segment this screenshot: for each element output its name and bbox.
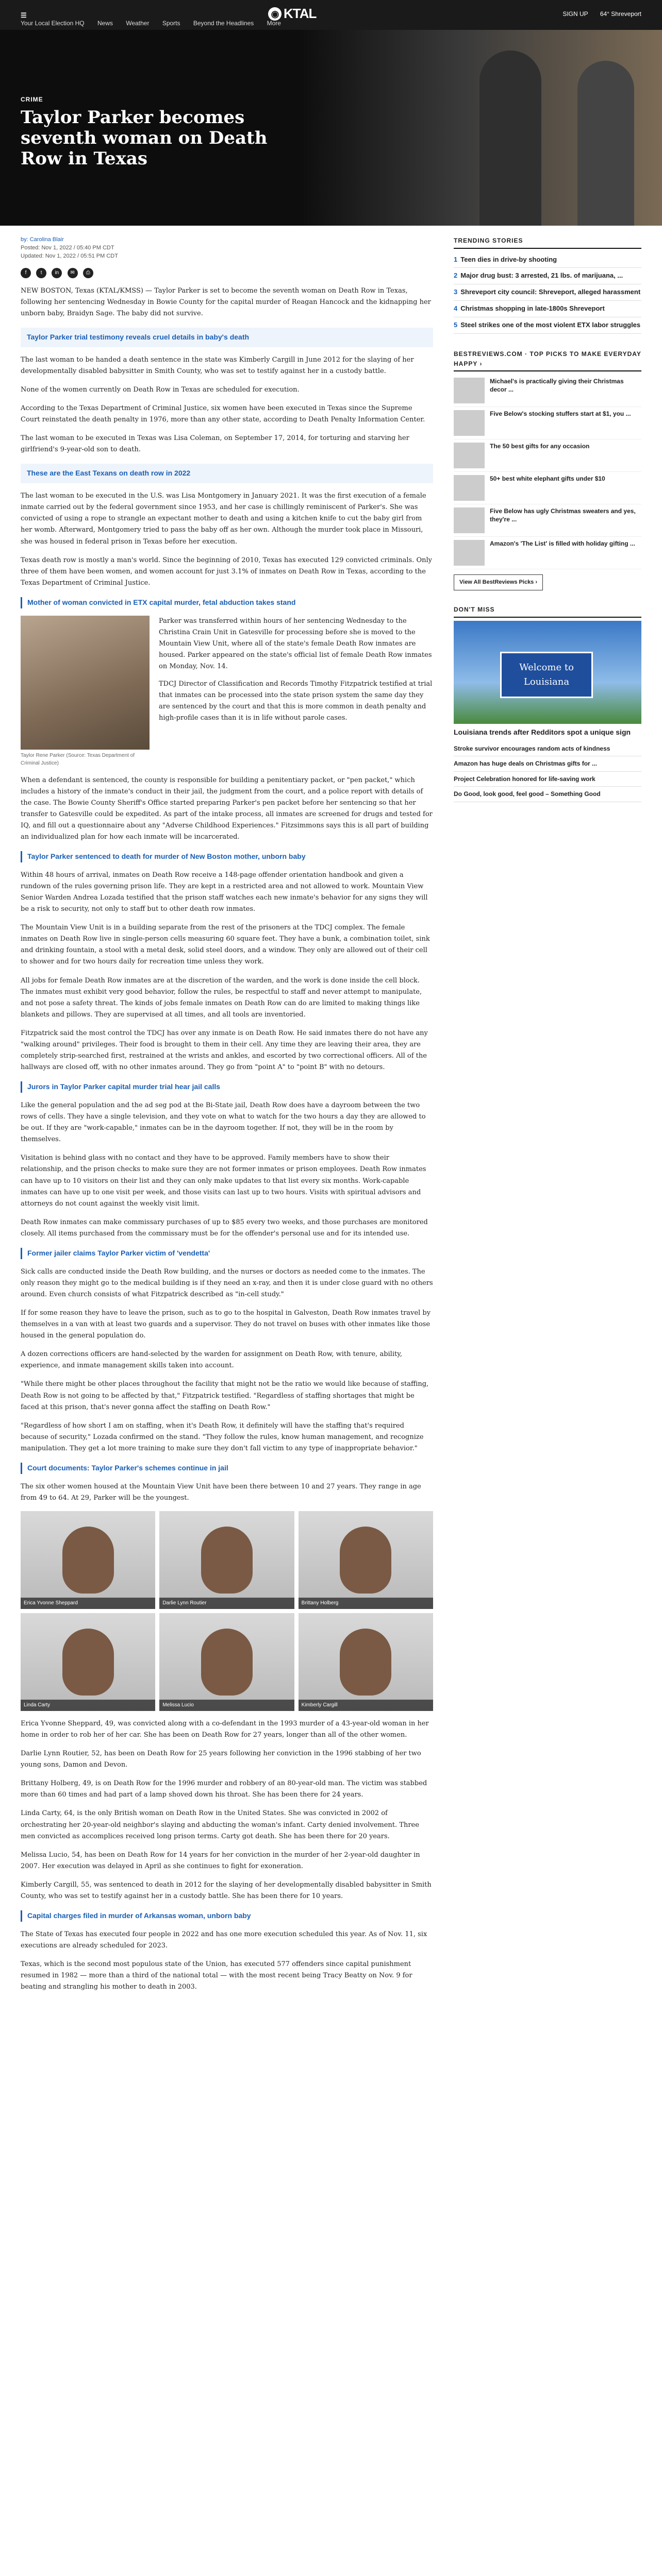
paragraph: The Mountain View Unit is in a building separate from the rest of the prisoners at the TDCJ complex. The female inmates on Death Row live in single-person cells measuring 60 square feet. They have a bunk, a combination toilet, sink and drinking fountain, a stool with a metal desk, solid steel doors, and a window. They only are allowed out of their cell to shower and for two hours daily for recreation time unless they work. — [21, 924, 430, 966]
paragraph: Fitzpatrick said the most control the TDCJ has over any inmate is on Death Row. He said inmates there do not have any "walking around" privileges. Their food is brought to them in their cell. Any time they are leaving their area, they are completely strip-searched first, restrained at the wrists and ankles, and escorted by two correctional officers. All of the hallways are closed off, with no other inmates around. They go from "point A" to "point B" with no detours. — [21, 1029, 428, 1072]
signup-button[interactable]: SIGN UP — [562, 10, 588, 18]
trending-item[interactable]: 3 Shreveport city council: Shreveport, alleged harassment — [454, 284, 641, 301]
hero-figure — [577, 61, 634, 226]
weather-widget[interactable]: 64° Shreveport — [600, 10, 641, 18]
updated-time: Updated: Nov 1, 2022 / 05:51 PM CDT — [21, 252, 118, 259]
louisiana-sign: Welcome to Louisiana — [500, 652, 593, 698]
bestreviews-item[interactable]: Five Below's stocking stuffers start at $1, you ... — [454, 407, 641, 439]
trending-title: TRENDING STORIES — [454, 236, 641, 249]
paragraph: Like the general population and the ad seg pod at the Bi-State jail, Death Row does have a dayroom between the two rows of cells. They have a single television, and they vote on what to watch for the two hours a day they are allowed to be out. If they are "work-capable," inmates can be in the dayroom together. If not, they will be in the room by themselves. — [21, 1101, 426, 1144]
nav-link-more[interactable]: More — [267, 20, 281, 27]
dont-miss-title: DON'T MISS — [454, 605, 641, 618]
paragraph: Kimberly Cargill, 55, was sentenced to death in 2012 for the slaying of her developmentally disabled babysitter in Smith County, who was set to testify against her in a custody battle. She has been there for 10 years. — [21, 1880, 432, 1901]
facebook-icon[interactable]: f — [21, 268, 31, 278]
article-figure — [21, 616, 433, 768]
mugshot-name: Kimberly Cargill — [299, 1700, 433, 1711]
trending-item[interactable]: 4 Christmas shopping in late-1800s Shreveport — [454, 301, 641, 317]
mugshot-name: Melissa Lucio — [159, 1700, 294, 1711]
bestreviews-item[interactable]: Amazon's 'The List' is filled with holiday gifting ... — [454, 537, 641, 569]
category-label[interactable]: CRIME — [21, 96, 43, 103]
sidebar — [454, 236, 641, 802]
thumbnail — [454, 378, 485, 403]
mugshot — [299, 1511, 433, 1609]
related-link[interactable]: Former jailer claims Taylor Parker victim of 'vendetta' — [21, 1248, 433, 1259]
related-link[interactable]: Jurors in Taylor Parker capital murder trial hear jail calls — [21, 1081, 433, 1093]
bestreviews-item[interactable]: The 50 best gifts for any occasion — [454, 439, 641, 472]
top-navigation — [0, 0, 662, 30]
bestreviews-module — [454, 349, 641, 590]
dont-miss-item[interactable]: Amazon has huge deals on Christmas gifts for ... — [454, 756, 641, 772]
paragraph: Parker was transferred within hours of her sentencing Wednesday to the Christina Crain Unit in Gatesville for processing before she is moved to the Mountain View Unit, where all of the state's female Death Row inmates are housed. Parker appeared on the state's official list of female Death Row inmates on Monday, Nov. 14. — [159, 617, 432, 670]
figure-caption: Taylor Rene Parker (Source: Texas Department of Criminal Justice) — [21, 752, 135, 767]
thumbnail — [454, 475, 485, 501]
bestreviews-item[interactable]: Michael's is practically giving their Christmas decor ... — [454, 375, 641, 407]
section-nav — [21, 19, 382, 29]
hero-banner — [0, 30, 662, 226]
bestreviews-item[interactable]: 50+ best white elephant gifts under $10 — [454, 472, 641, 504]
paragraph: A dozen corrections officers are hand-selected by the warden for assignment on Death Row, with tenure, ability, experience, and inmate management skills taken into account. — [21, 1350, 402, 1370]
paragraph: Within 48 hours of arrival, inmates on Death Row receive a 148-page offender orientation handbook and given a rundown of the rules governing prison life. They are kept in a restricted area and not allowed to work. Mountain View Senior Warden Andrea Lozada testified that the prison staff watches each new inmate's behavior for any signs they will be a risk to security, not only to staff but to other death row inmates. — [21, 871, 428, 913]
mugshot-name: Brittany Holberg — [299, 1598, 433, 1609]
paragraph: None of the women currently on Death Row in Texas are scheduled for execution. — [21, 385, 300, 394]
dont-miss-item[interactable]: Project Celebration honored for life-saving work — [454, 772, 641, 787]
mugshot-name: Darlie Lynn Routier — [159, 1598, 294, 1609]
dont-miss-item[interactable]: Stroke survivor encourages random acts of kindness — [454, 741, 641, 757]
paragraph: The last woman to be executed in Texas was Lisa Coleman, on September 17, 2014, for torturing and starving her girlfriend's 9-year-old son to death. — [21, 434, 409, 454]
mugshot-name: Linda Carty — [21, 1700, 155, 1711]
paragraph: Visitation is behind glass with no contact and they have to be approved. Family members have to show their relationship, and the prison checks to make sure they are not former inmates or prison employees. Death Row inmates can have up to 10 visitors on their list and they can only make updates to that list every six months. Work-capable inmates can have up to one visit per week, and those visits can last up to two hours. Visits with spiritual advisors and attorneys do not count against the weekly visit limit. — [21, 1154, 426, 1208]
nav-link-weather[interactable]: Weather — [126, 20, 150, 27]
nav-link-news[interactable]: News — [97, 20, 113, 27]
paragraph: Brittany Holberg, 49, is on Death Row for the 1996 murder and robbery of an 80-year-old man. The victim was stabbed more than 60 times and had part of a lamp shoved down his throat. She has been there for 24 years. — [21, 1780, 427, 1799]
related-link[interactable]: Capital charges filed in murder of Arkansas woman, unborn baby — [21, 1910, 433, 1922]
related-link[interactable]: Taylor Parker trial testimony reveals cruel details in baby's death — [21, 328, 433, 347]
thumbnail — [454, 507, 485, 533]
thumbnail — [454, 540, 485, 566]
mugshot — [159, 1613, 294, 1711]
paragraph: The State of Texas has executed four people in 2022 and has one more execution scheduled this year. As of Nov. 11, six executions are already scheduled for 2023. — [21, 1930, 427, 1950]
paragraph: "While there might be other places throughout the facility that might not be the ratio we would like because of staffing, Death Row is not going to be affected by that," Fitzpatrick testified. "Regardless of staffing shortages that might be faced at this prison, that's never gonna affect the staffing on Death Row." — [21, 1380, 429, 1411]
paragraph: Linda Carty, 64, is the only British woman on Death Row in the United States. She was convicted in 2002 of orchestrating her 20-year-old neighbor's slaying and abducting the woman's infant. Carty denied involvement. Three men convicted as accomplices received long prison terms. Carty got death. She has been there for 20 years. — [21, 1809, 419, 1840]
trending-item[interactable]: 1 Teen dies in drive-by shooting — [454, 252, 641, 268]
dont-miss-image[interactable] — [454, 621, 641, 724]
share-bar — [21, 266, 433, 278]
paragraph: The last woman to be handed a death sentence in the state was Kimberly Cargill in June 2012 for the slaying of her developmentally disabled babysitter in Smith County, who was set to testify against her in a custody battle. — [21, 355, 414, 375]
paragraph: When a defendant is sentenced, the county is responsible for building a penitentiary packet, or "pen packet," which includes a history of the inmate's conduct in their jail, the judgment from the court, and a police report with details of the case. The Bowie County Sheriff's Office started preparing Parker's pen packet before her sentencing so that her transfer to Gatesville could be expedited. As part of the intake process, all inmates are screened for drugs and tested for IQ, and fill out a questionnaire about any "Adverse Childhood Experiences." Fitzsimmons says this is all part of building an individualized plan for how each inmate will be incarcerated. — [21, 776, 433, 841]
paragraph: If for some reason they have to leave the prison, such as to go to the hospital in Galveston, Death Row inmates travel by themselves in a van with at least two guards and a supervisor. They do not travel on buses with other inmates like those housed in the general population do. — [21, 1309, 431, 1340]
trending-item[interactable]: 2 Major drug bust: 3 arrested, 21 lbs. of marijuana, ... — [454, 268, 641, 284]
linkedin-icon[interactable]: in — [52, 268, 62, 278]
article-body — [21, 285, 433, 1993]
related-link[interactable]: Mother of woman convicted in ETX capital murder, fetal abduction takes stand — [21, 597, 433, 608]
paragraph: Texas death row is mostly a man's world. Since the beginning of 2010, Texas has executed 129 convicted criminals. Only three of them have been women, and women account for just 3.1% of inmates on Death Row in Texas, according to the Texas Department of Criminal Justice. — [21, 556, 432, 587]
hero-figure — [479, 50, 541, 226]
bestreviews-item[interactable]: Five Below has ugly Christmas sweaters and yes, they're ... — [454, 504, 641, 537]
twitter-icon[interactable]: t — [36, 268, 46, 278]
paragraph: Erica Yvonne Sheppard, 49, was convicted along with a co-defendant in the 1993 murder of a 43-year-old woman in her home in order to rob her of her car. She has been on Death Row for 27 years, longer than all of the other women. — [21, 1719, 429, 1739]
nav-link-beyond[interactable]: Beyond the Headlines — [193, 20, 254, 27]
paragraph: The last woman to be executed in the U.S. was Lisa Montgomery in January 2021. It was the first execution of a female inmate carried out by the federal government since 1953, and her case is chillingly reminiscent of Parker's. She was convicted of using a rope to strangle an expectant mother to death and using a kitchen knife to cut the baby girl from her womb. Afterward, Montgomery tried to pass the baby off as her own. Although the murder took place in Missouri, she was housed in federal prison in Texas before her execution. — [21, 492, 426, 546]
mugshot — [21, 1511, 155, 1609]
email-icon[interactable]: ✉ — [68, 268, 78, 278]
dont-miss-item[interactable]: Do Good, look good, feel good – Something Good — [454, 787, 641, 802]
paragraph: TDCJ Director of Classification and Records Timothy Fitzpatrick testified at trial that inmates can be processed into the state prison system the same day they are sentenced by the court and that this is more common in death penalty and high-profile cases than it is in life without parole cases. — [159, 680, 433, 722]
paragraph: Death Row inmates can make commissary purchases of up to $85 every two weeks, and those purchases are monitored closely. All items purchased from the commissary must be for the offender's personal use and for its intended use. — [21, 1218, 428, 1238]
byline — [21, 236, 433, 261]
trending-list — [454, 252, 641, 334]
paragraph: All jobs for female Death Row inmates are at the discretion of the warden, and the work is done inside the cell block. The inmates must exhibit very good behavior, follow the rules, be respectful to staff and never attempt to manipulate, and not pose a safety threat. The kinds of jobs female inmates on Death Row can do are limited to making things like blankets and pillows. They are supervised at all times, and all tools are inventoried. — [21, 976, 422, 1019]
dont-miss-module — [454, 605, 641, 802]
related-link[interactable]: Taylor Parker sentenced to death for murder of New Boston mother, unborn baby — [21, 851, 433, 862]
paragraph: Sick calls are conducted inside the Death Row building, and the nurses or doctors as needed come to the inmates. The only reason they might go to the medical building is if they need an x-ray, and then it is under close guard with no others around. Even church consists of what Fitzpatrick described as "in-cell study." — [21, 1267, 433, 1298]
paragraph: "Regardless of how short I am on staffing, when it's Death Row, it definitely will have the staffing that's required because of security," Lozada confirmed on the stand. "They follow the rules, know human management, and recognize manipulation. They get a lot more training to make sure they don't fall victim to any type of inappropriate behavior." — [21, 1421, 424, 1452]
mugshot — [159, 1511, 294, 1609]
paragraph: According to the Texas Department of Criminal Justice, six women have been executed in Texas since the Supreme Court reinstated the death penalty in 1976, more than any other state, according to Death Penalty Information Center. — [21, 404, 425, 424]
posted-time: Posted: Nov 1, 2022 / 05:40 PM CDT — [21, 244, 114, 251]
related-link[interactable]: These are the East Texans on death row in 2022 — [21, 464, 433, 483]
paragraph: Texas, which is the second most populous state of the Union, has executed 577 offenders since capital punishment resumed in 1982 — more than a third of the national total — with the most recent being Tracy Beatty on Nov. 9 for beating and strangling his mother to death in 2003. — [21, 1960, 412, 1991]
author-link[interactable]: by: Carolina Blair — [21, 236, 64, 243]
page-title: Taylor Parker becomes seventh woman on Death Row in Texas — [21, 107, 268, 170]
related-link[interactable]: Court documents: Taylor Parker's schemes continue in jail — [21, 1463, 433, 1474]
trending-item[interactable]: 5 Steel strikes one of the most violent ETX labor struggles — [454, 317, 641, 334]
nav-link-election[interactable]: Your Local Election HQ — [21, 20, 85, 27]
nav-link-sports[interactable]: Sports — [162, 20, 180, 27]
paragraph: NEW BOSTON, Texas (KTAL/KMSS) — Taylor Parker is set to become the seventh woman on Death Row in Texas, following her sentencing Wednesday in Bowie County for the capital murder of Reagan Hancock and the kidnapping her unborn baby, Braidyn Sage. The baby did not survive. — [21, 286, 431, 317]
mugshot — [21, 1613, 155, 1711]
mugshot-grid — [21, 1511, 433, 1711]
mugshot — [299, 1613, 433, 1711]
thumbnail — [454, 410, 485, 436]
logo-eye-icon: ◉ — [268, 7, 282, 21]
thumbnail — [454, 443, 485, 468]
paragraph: The six other women housed at the Mountain View Unit have been there between 10 and 27 years. They range in age from 49 to 64. At 29, Parker will be the youngest. — [21, 1482, 421, 1502]
paragraph: Melissa Lucio, 54, has been on Death Row for 14 years for her conviction in the murder of her 2-year-old daughter in 2007. Her execution was delayed in April as she continues to fight for exoneration. — [21, 1851, 420, 1870]
paragraph: Darlie Lynn Routier, 52, has been on Death Row for 25 years following her conviction in the 1996 stabbing of her two young sons, Damon and Devon. — [21, 1750, 421, 1769]
article-column — [21, 236, 433, 1993]
print-icon[interactable]: ⎙ — [83, 268, 93, 278]
dont-miss-list — [454, 741, 641, 802]
menu-icon[interactable]: ☰ — [21, 11, 27, 19]
dont-miss-headline[interactable]: Louisiana trends after Redditors spot a unique sign — [454, 727, 631, 736]
mugshot-image — [21, 616, 150, 750]
mugshot-name: Erica Yvonne Sheppard — [21, 1598, 155, 1609]
view-all-button[interactable]: View All BestReviews Picks › — [454, 574, 543, 590]
site-logo[interactable]: ◉ KTAL — [268, 3, 361, 27]
bestreviews-title[interactable]: BESTREVIEWS.COM · TOP PICKS TO MAKE EVERYDAY HAPPY › — [454, 349, 641, 371]
